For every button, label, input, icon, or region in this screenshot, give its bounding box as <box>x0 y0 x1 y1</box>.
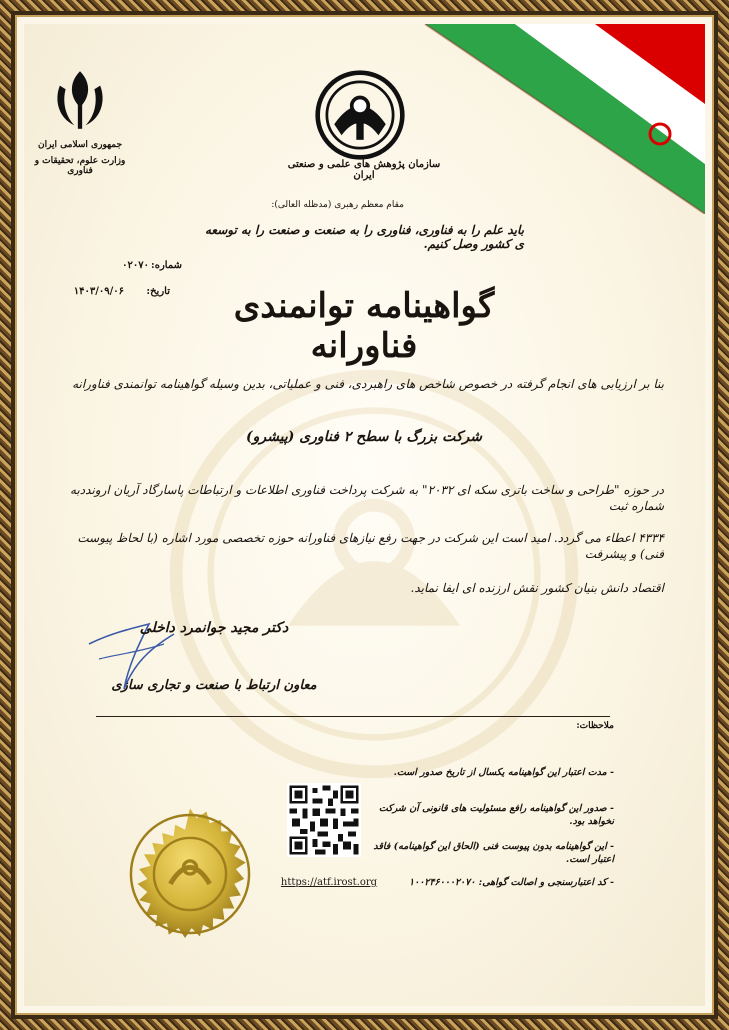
gov-line1: جمهوری اسلامی ایران <box>37 140 123 150</box>
signer-title: معاون ارتباط با صنعت و تجاری سازی <box>111 678 317 693</box>
date-value: ۱۴۰۳/۰۹/۰۶ <box>73 286 124 297</box>
quote-text: باید علم را به فناوری، فناوری را به صنعت و صنعت را به توسعه ی کشور وصل کنیم. <box>204 223 524 251</box>
notes-title: ملاحظات: <box>576 721 614 731</box>
note-item: - صدور این گواهینامه رافع مسئولیت های قانونی آن شرکت نخواهد بود. <box>378 803 614 827</box>
quote-source: مقام معظم رهبری (مدظله العالی): <box>271 200 404 210</box>
number-value: ۰۲۰۷۰ <box>122 260 149 271</box>
verification-url[interactable]: https://atf.irost.org <box>280 877 378 888</box>
body-line-2: در حوزه "طراحی و ساخت باتری سکه ای ۲۰۳۲" به شرکت پرداخت فناوری اطلاعات و ارتباطات پاسارگاد آریان ارونددبه شماره ثبت <box>70 483 664 513</box>
body-line-4: اقتصاد دانش بنیان کشور نقش ارزنده ای ایفا نماید. <box>410 581 664 595</box>
qr-code[interactable] <box>287 783 361 857</box>
number-label: شماره: <box>151 260 182 271</box>
certificate-title: گواهینامه توانمندی فناورانه <box>233 286 495 366</box>
irost-logo-icon <box>314 69 406 161</box>
body-line-3: ۴۳۳۴ اعطاء می گردد. امید است این شرکت در جهت رفع نیازهای فناورانه حوزه تخصصی مورد اشاره (با لحاظ پیوست فنی) و پیشرفت <box>77 531 664 561</box>
body-line-1: بنا بر ارزیابی های انجام گرفته در خصوص شاخص های راهبردی، فنی و عملیاتی، بدین وسیله گواهینامه توانمندی فناورانه <box>72 377 664 391</box>
gov-line2: وزارت علوم، تحقیقات و فناوری <box>34 156 126 176</box>
signer-name: دکتر مجید جوانمرد داخلی <box>139 620 289 636</box>
iran-emblem-icon <box>44 64 116 136</box>
note-item: - کد اعتبارسنجی و اصالت گواهی: ۱۰۰۲۴۶۰۰۰۲۰۷۰ <box>409 877 614 888</box>
note-item: - این گواهینامه بدون پیوست فنی (الحاق این گواهینامه) فاقد اعتبار است. <box>373 841 614 865</box>
date-label: تاریخ: <box>146 286 170 297</box>
notes-divider <box>96 716 610 717</box>
iran-flag-ribbon <box>405 24 705 214</box>
gold-seal <box>108 792 272 956</box>
company-level: شرکت بزرگ با سطح ۲ فناوری (پیشرو) <box>246 429 482 445</box>
certificate-paper <box>24 24 705 1006</box>
irost-name: سازمان پژوهش های علمی و صنعتی ایران <box>287 159 441 181</box>
note-item: - مدت اعتبار این گواهینامه یکسال از تاریخ صدور است. <box>393 767 614 778</box>
